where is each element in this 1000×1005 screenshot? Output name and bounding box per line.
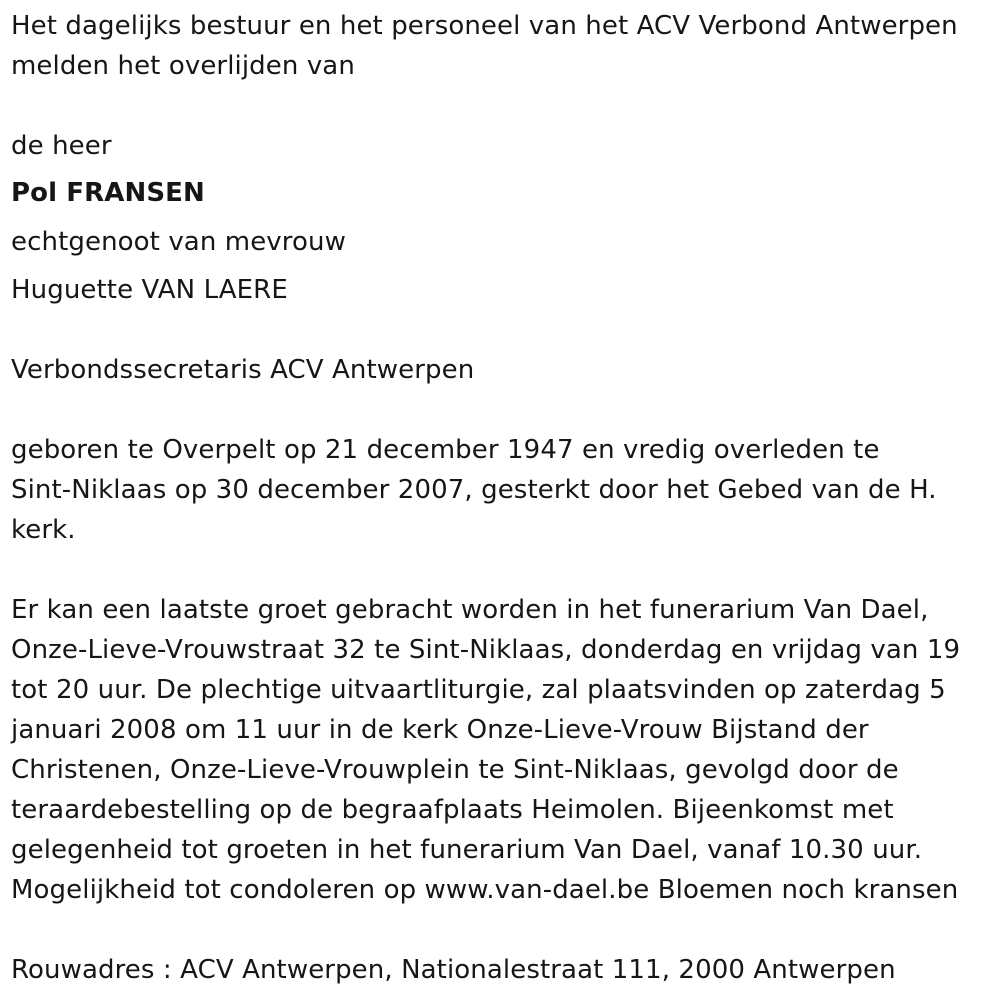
intro-line-1: Het dagelijks bestuur en het personeel van het ACV Verbond Antwerpen xyxy=(11,11,958,41)
ceremony-line-3: tot 20 uur. De plechtige uitvaartliturgie, zal plaatsvinden op zaterdag 5 xyxy=(11,675,946,705)
ceremony-line-2: Onze-Lieve-Vrouwstraat 32 te Sint-Niklaas, donderdag en vrijdag van 19 xyxy=(11,635,961,665)
flowers-note: Bloemen noch kransen xyxy=(649,875,959,905)
ceremony-line-6: teraardebestelling op de begraafplaats Heimolen. Bijeenkomst met xyxy=(11,795,894,825)
condolence-text: Mogelijkheid tot condoleren op xyxy=(11,875,425,905)
deceased-name: Pol FRANSEN xyxy=(11,178,205,208)
ceremony-line-8 xyxy=(11,870,958,910)
deceased-title: de heer xyxy=(11,131,112,161)
function-title: Verbondssecretaris ACV Antwerpen xyxy=(11,355,475,385)
birth-death-line-1: geboren te Overpelt op 21 december 1947 en vredig overleden te xyxy=(11,435,880,465)
spouse-name: Huguette VAN LAERE xyxy=(11,275,288,305)
birth-death-line-3: kerk. xyxy=(11,515,76,545)
spouse-relation: echtgenoot van mevrouw xyxy=(11,227,346,257)
ceremony-line-1: Er kan een laatste groet gebracht worden in het funerarium Van Dael, xyxy=(11,595,929,625)
ceremony-line-5: Christenen, Onze-Lieve-Vrouwplein te Sint-Niklaas, gevolgd door de xyxy=(11,755,899,785)
intro-line-2: melden het overlijden van xyxy=(11,51,355,81)
ceremony-line-7: gelegenheid tot groeten in het funerarium Van Dael, vanaf 10.30 uur. xyxy=(11,835,923,865)
mourning-address: Rouwadres : ACV Antwerpen, Nationalestraat 111, 2000 Antwerpen xyxy=(11,955,896,985)
ceremony-line-4: januari 2008 om 11 uur in de kerk Onze-Lieve-Vrouw Bijstand der xyxy=(11,715,869,745)
condolence-website-link[interactable]: www.van-dael.be xyxy=(424,875,650,905)
birth-death-line-2: Sint-Niklaas op 30 december 2007, gesterkt door het Gebed van de H. xyxy=(11,475,937,505)
